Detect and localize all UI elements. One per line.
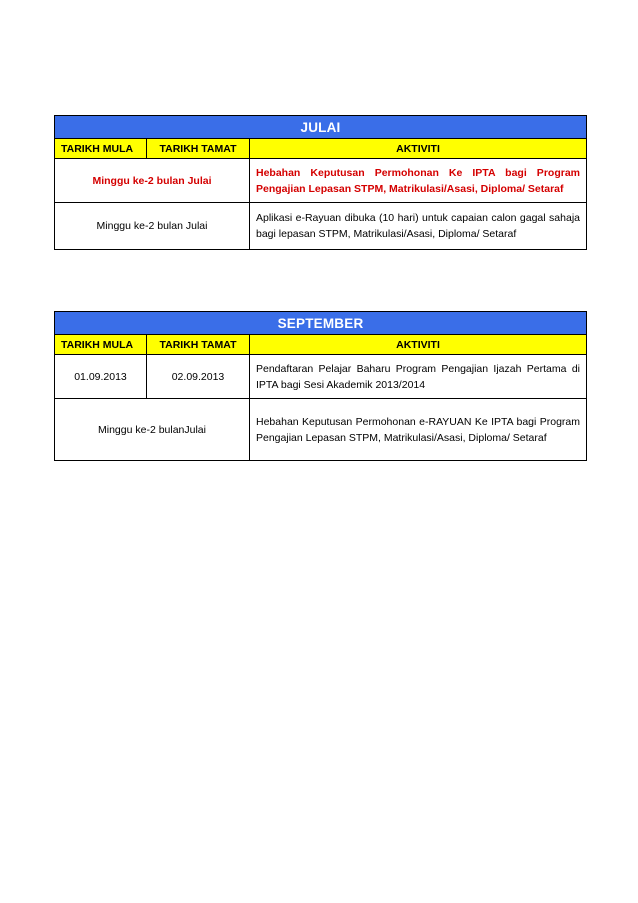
row-activity: Hebahan Keputusan Permohonan Ke IPTA bagi Program Pengajian Lepasan STPM, Matrikulasi/Asasi, Diploma/ Setaraf: [250, 159, 587, 203]
header-end-date: TARIKH TAMAT: [147, 335, 250, 355]
row-date: Minggu ke-2 bulan Julai: [55, 203, 250, 250]
row-date: Minggu ke-2 bulanJulai: [55, 399, 250, 461]
header-end-date: TARIKH TAMAT: [147, 139, 250, 159]
table-row: [55, 203, 587, 250]
header-activity: AKTIVITI: [250, 139, 587, 159]
september-title: SEPTEMBER: [55, 312, 587, 335]
table-row: [55, 159, 587, 203]
table-row: [55, 355, 587, 399]
row-date: Minggu ke-2 bulan Julai: [55, 159, 250, 203]
header-start-date: TARIKH MULA: [55, 139, 147, 159]
row-activity: Hebahan Keputusan Permohonan e-RAYUAN Ke IPTA bagi Program Pengajian Lepasan STPM, Matrikulasi/Asasi, Diploma/ Setaraf: [250, 399, 587, 461]
julai-header-row: [55, 139, 587, 159]
row-activity: Pendaftaran Pelajar Baharu Program Pengajian Ijazah Pertama di IPTA bagi Sesi Akademik 2013/2014: [250, 355, 587, 399]
header-activity: AKTIVITI: [250, 335, 587, 355]
header-start-date: TARIKH MULA: [55, 335, 147, 355]
row-end-date: 02.09.2013: [147, 355, 250, 399]
julai-table: [54, 115, 587, 250]
julai-title-row: [55, 116, 587, 139]
row-start-date: 01.09.2013: [55, 355, 147, 399]
julai-title: JULAI: [55, 116, 587, 139]
september-table: [54, 311, 587, 461]
september-title-row: [55, 312, 587, 335]
september-header-row: [55, 335, 587, 355]
table-row: [55, 399, 587, 461]
row-activity: Aplikasi e-Rayuan dibuka (10 hari) untuk capaian calon gagal sahaja bagi lepasan STPM, Matrikulasi/Asasi, Diploma/ Setaraf: [250, 203, 587, 250]
